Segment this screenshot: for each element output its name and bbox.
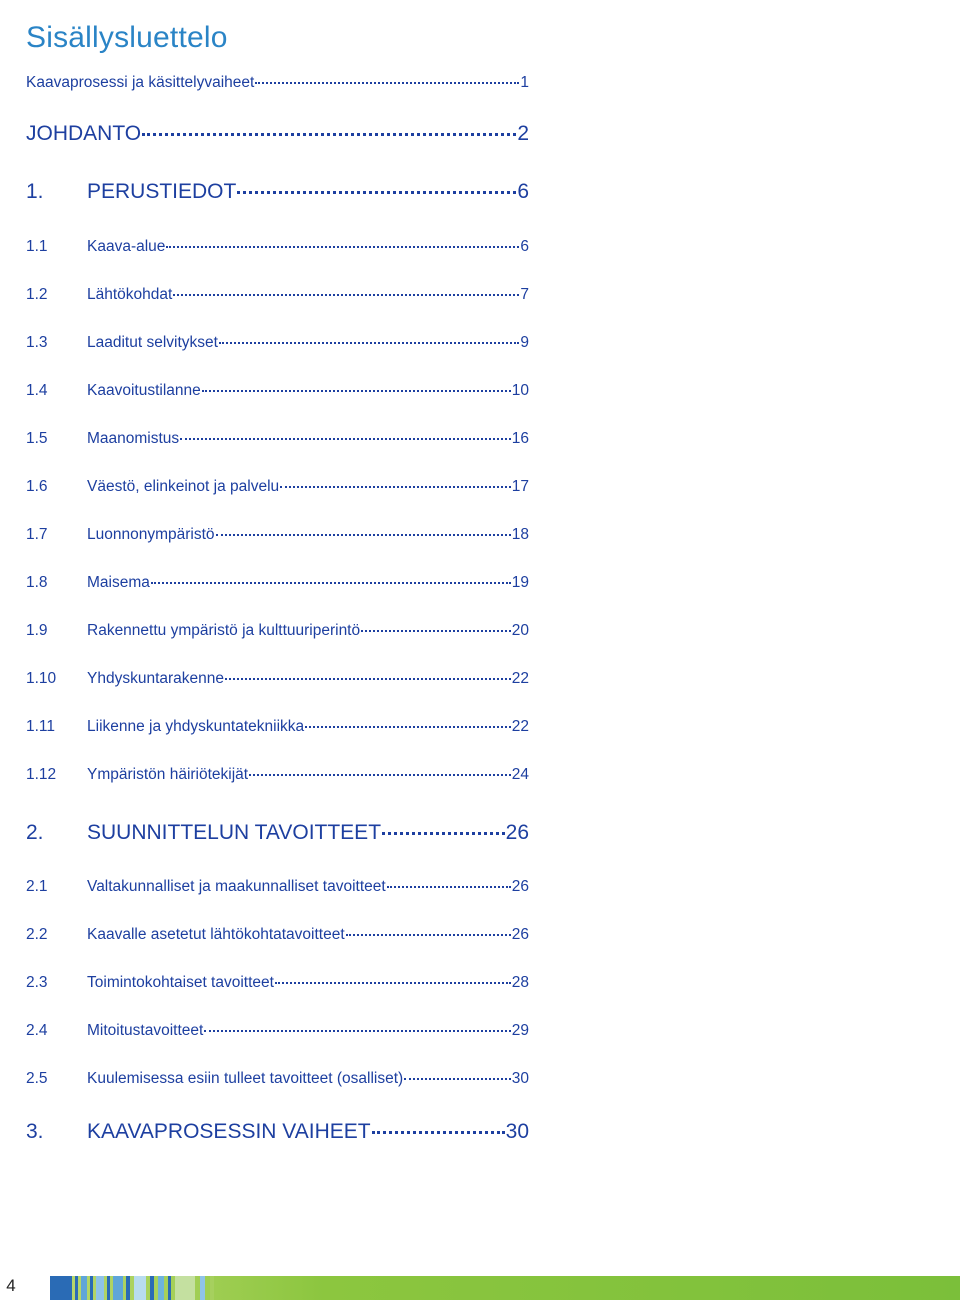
toc-entry-page: 22 bbox=[511, 670, 529, 687]
toc-entry[interactable] bbox=[26, 670, 529, 688]
toc-dot-leader bbox=[404, 1078, 511, 1080]
footer-stripe bbox=[210, 1276, 214, 1300]
footer-stripe bbox=[75, 1276, 78, 1300]
toc-entry-title: Lähtökohdat bbox=[87, 286, 173, 303]
toc-entry-number: 2.1 bbox=[26, 878, 48, 895]
toc-entry-title: SUUNNITTELUN TAVOITTEET bbox=[87, 821, 382, 844]
toc-entry[interactable] bbox=[26, 382, 529, 400]
toc-entry-page: 16 bbox=[511, 430, 529, 447]
toc-entry-title: Kaavoitustilanne bbox=[87, 382, 201, 399]
footer-stripe bbox=[134, 1276, 146, 1300]
toc-dot-leader bbox=[173, 294, 519, 296]
toc-entry-page: 10 bbox=[511, 382, 529, 399]
toc-entry-page: 7 bbox=[520, 286, 529, 303]
toc-entry-page: 30 bbox=[505, 1120, 529, 1143]
toc-dot-leader bbox=[216, 534, 511, 536]
toc-entry[interactable] bbox=[26, 878, 529, 896]
toc-entry-title: Maanomistus bbox=[87, 430, 180, 447]
toc-entry-title: Väestö, elinkeinot ja palvelu bbox=[87, 478, 280, 495]
toc-entry-number: 1.12 bbox=[26, 766, 57, 783]
toc-entry-number: 1.9 bbox=[26, 622, 48, 639]
toc-entry-number: 2.2 bbox=[26, 926, 48, 943]
toc-entry-title: Kuulemisessa esiin tulleet tavoitteet (osalliset) bbox=[87, 1070, 404, 1087]
footer-stripe bbox=[158, 1276, 164, 1300]
toc-dot-leader bbox=[305, 726, 511, 728]
toc-entry-page: 17 bbox=[511, 478, 529, 495]
toc-dot-leader bbox=[142, 133, 516, 136]
toc-entry[interactable] bbox=[26, 622, 529, 640]
toc-entry-page: 28 bbox=[511, 974, 529, 991]
toc-entry-number: 1.6 bbox=[26, 478, 48, 495]
toc-dot-leader bbox=[204, 1030, 510, 1032]
toc-dot-leader bbox=[387, 886, 511, 888]
toc-entry-page: 20 bbox=[511, 622, 529, 639]
toc-dot-leader bbox=[237, 191, 516, 194]
toc-entry-title: Ympäristön häiriötekijät bbox=[87, 766, 249, 783]
toc-entry-page: 24 bbox=[511, 766, 529, 783]
toc-dot-leader bbox=[372, 1131, 505, 1134]
toc-entry[interactable] bbox=[26, 478, 529, 496]
toc-entry-page: 6 bbox=[517, 180, 529, 203]
toc-entry[interactable] bbox=[26, 286, 529, 304]
toc-entry[interactable] bbox=[26, 974, 529, 992]
toc-entry[interactable] bbox=[26, 526, 529, 544]
toc-entry[interactable] bbox=[26, 766, 529, 784]
toc-entry-number: 2.5 bbox=[26, 1070, 48, 1087]
toc-entry-title: Valtakunnalliset ja maakunnalliset tavoitteet bbox=[87, 878, 386, 895]
footer-stripe bbox=[175, 1276, 195, 1300]
toc-entry-title: Yhdyskuntarakenne bbox=[87, 670, 225, 687]
page-number: 4 bbox=[6, 1276, 16, 1295]
toc-entry[interactable] bbox=[26, 1070, 529, 1088]
toc-entry-number: 2. bbox=[26, 821, 44, 844]
toc-entry-title: Kaava-alue bbox=[87, 238, 166, 255]
toc-entry[interactable] bbox=[26, 238, 529, 256]
footer-decorative-bar bbox=[50, 1276, 960, 1300]
toc-entry-title: JOHDANTO bbox=[26, 122, 142, 145]
toc-entry-title: Luonnonympäristö bbox=[87, 526, 215, 543]
toc-entry-page: 26 bbox=[511, 926, 529, 943]
toc-entry-title: Rakennettu ympäristö ja kulttuuriperintö bbox=[87, 622, 361, 639]
toc-entry-number: 1. bbox=[26, 180, 44, 203]
toc-entry[interactable] bbox=[26, 1022, 529, 1040]
toc-entry[interactable] bbox=[26, 74, 529, 92]
toc-dot-leader bbox=[280, 486, 511, 488]
toc-entry[interactable] bbox=[26, 430, 529, 448]
toc-entry-title: PERUSTIEDOT bbox=[87, 180, 237, 203]
toc-entry-page: 30 bbox=[511, 1070, 529, 1087]
toc-entry-page: 26 bbox=[511, 878, 529, 895]
toc-dot-leader bbox=[202, 390, 511, 392]
toc-entry-number: 1.2 bbox=[26, 286, 48, 303]
toc-dot-leader bbox=[255, 82, 519, 84]
footer-stripe bbox=[168, 1276, 171, 1300]
toc-dot-leader bbox=[180, 438, 511, 440]
toc-entry[interactable] bbox=[26, 180, 529, 204]
footer-stripe bbox=[96, 1276, 104, 1300]
toc-entry[interactable] bbox=[26, 718, 529, 736]
footer-stripe bbox=[90, 1276, 93, 1300]
toc-dot-leader bbox=[382, 832, 505, 835]
toc-entry-number: 1.3 bbox=[26, 334, 48, 351]
footer-stripe bbox=[113, 1276, 123, 1300]
toc-entry-number: 1.8 bbox=[26, 574, 48, 591]
toc-dot-leader bbox=[249, 774, 511, 776]
toc-entry[interactable] bbox=[26, 122, 529, 146]
toc-entry-page: 19 bbox=[511, 574, 529, 591]
toc-dot-leader bbox=[346, 934, 511, 936]
toc-entry[interactable] bbox=[26, 1120, 529, 1144]
toc-dot-leader bbox=[275, 982, 511, 984]
toc-entry[interactable] bbox=[26, 821, 529, 845]
toc-entry-title: KAAVAPROSESSIN VAIHEET bbox=[87, 1120, 371, 1143]
toc-entry-number: 3. bbox=[26, 1120, 44, 1143]
toc-entry-page: 6 bbox=[520, 238, 529, 255]
toc-entry-title: Maisema bbox=[87, 574, 150, 591]
toc-entry[interactable] bbox=[26, 334, 529, 352]
toc-entry-number: 1.5 bbox=[26, 430, 48, 447]
toc-entry-number: 2.3 bbox=[26, 974, 48, 991]
footer-stripe bbox=[200, 1276, 205, 1300]
footer-stripe bbox=[81, 1276, 87, 1300]
footer-stripe bbox=[150, 1276, 154, 1300]
toc-entry-title: Kaavalle asetetut lähtökohtatavoitteet bbox=[87, 926, 345, 943]
toc-dot-leader bbox=[361, 630, 511, 632]
toc-entry-page: 9 bbox=[520, 334, 529, 351]
toc-entry-title: Liikenne ja yhdyskuntatekniikka bbox=[87, 718, 305, 735]
toc-entry-page: 26 bbox=[505, 821, 529, 844]
toc-dot-leader bbox=[219, 342, 519, 344]
footer-stripe bbox=[107, 1276, 110, 1300]
toc-dot-leader bbox=[166, 246, 519, 248]
toc-entry[interactable] bbox=[26, 574, 529, 592]
toc-entry-title: Toimintokohtaiset tavoitteet bbox=[87, 974, 274, 991]
footer-stripe bbox=[126, 1276, 130, 1300]
page-title: Sisällysluettelo bbox=[26, 21, 228, 55]
toc-dot-leader bbox=[151, 582, 511, 584]
toc-entry-title: Laaditut selvitykset bbox=[87, 334, 218, 351]
toc-entry-number: 1.4 bbox=[26, 382, 48, 399]
toc-entry-page: 2 bbox=[517, 122, 529, 145]
toc-dot-leader bbox=[225, 678, 511, 680]
toc-entry-page: 18 bbox=[511, 526, 529, 543]
toc-entry-title: Mitoitustavoitteet bbox=[87, 1022, 204, 1039]
toc-entry-title: Kaavaprosessi ja käsittelyvaiheet bbox=[26, 74, 255, 91]
toc-entry-page: 1 bbox=[520, 74, 529, 91]
footer-stripe bbox=[50, 1276, 72, 1300]
toc-entry-number: 1.7 bbox=[26, 526, 48, 543]
toc-entry-number: 1.1 bbox=[26, 238, 48, 255]
toc-entry-number: 1.11 bbox=[26, 718, 56, 735]
toc-entry-page: 22 bbox=[511, 718, 529, 735]
toc-entry-page: 29 bbox=[511, 1022, 529, 1039]
toc-entry-number: 2.4 bbox=[26, 1022, 48, 1039]
toc-entry-number: 1.10 bbox=[26, 670, 57, 687]
toc-entry[interactable] bbox=[26, 926, 529, 944]
